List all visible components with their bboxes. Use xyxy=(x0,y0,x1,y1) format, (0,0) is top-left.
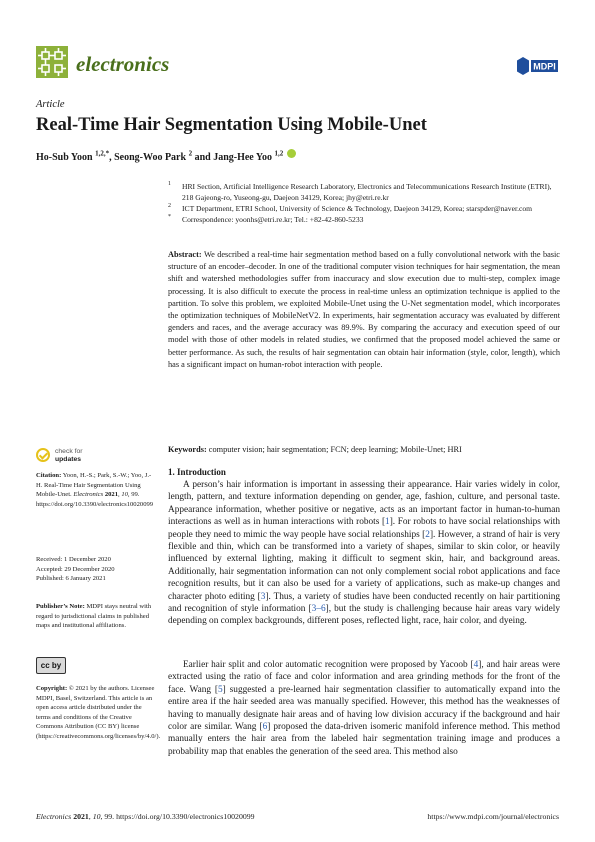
published-date: Published: 6 January 2021 xyxy=(36,575,106,583)
citation-text: Yoon, H.-S.; Park, S.-W.; Yoo, J.-H. Real-Time Hair Segmentation Using Mobile-Unet. xyxy=(36,472,152,499)
affiliation-mark: 1 xyxy=(168,181,171,187)
paragraph-text: Earlier hair split and color automatic recognition were proposed by Yacoob [ xyxy=(183,660,474,670)
publisher-note xyxy=(36,602,156,631)
author-separator: , xyxy=(109,152,115,163)
author-list xyxy=(36,149,296,163)
author-affiliation-mark: 1,2,* xyxy=(95,149,110,158)
journal-header xyxy=(36,46,559,82)
journal-logo-icon xyxy=(36,46,68,78)
paragraph-text: ], and hair areas were extracted using the ratio of face and color information and area grinding methods for the front of the face. Wang [ xyxy=(168,660,561,695)
publisher-note-text: MDPI stays neutral with regard to jurisdictional claims in published maps and institutional affiliations. xyxy=(36,603,152,630)
affiliation-mark: * xyxy=(168,214,171,220)
footer-year: 2021 xyxy=(73,812,89,821)
check-updates-line2: updates xyxy=(55,455,82,463)
article-title: Real-Time Hair Segmentation Using Mobile-Unet xyxy=(36,115,427,135)
section-heading: 1. Introduction xyxy=(168,467,226,477)
paragraph-text: ] proposed the data-driven isomeric manifold inference method. This method manually enters the hair area from the labeled hair segmentation training image and produces a probability map that enables the generation of the seed area. This method also xyxy=(168,722,560,757)
intro-paragraph-1 xyxy=(168,479,560,628)
copyright-label: Copyright: xyxy=(36,685,68,692)
reference-link[interactable]: 3 xyxy=(260,591,266,602)
copyright-text: © 2021 by the authors. Licensee MDPI, Basel, Switzerland. This article is an open access article distributed under the terms and conditions of the Creative Commons Attribution (CC BY) license (https://creativecommons.org/licenses/by/4.0/). xyxy=(36,685,161,740)
abstract xyxy=(168,249,560,371)
affiliation-item xyxy=(168,203,558,214)
affiliation-item xyxy=(168,181,558,203)
received-date: Received: 1 December 2020 xyxy=(36,556,111,563)
publisher-note-label: Publisher’s Note: xyxy=(36,603,85,610)
keywords-text: computer vision; hair segmentation; FCN; deep learning; Mobile-Unet; HRI xyxy=(208,445,462,454)
affiliation-mark: 2 xyxy=(168,203,171,209)
abstract-label: Abstract: xyxy=(168,250,202,259)
citation-block: Citation: Yoon, H.-S.; Park, S.-W.; Yoo, J.-H. Real-Time Hair Segmentation Using Mobile-Unet. Electronics 2021, 10, 99. https://doi.org/10.3390/electronics10020099 xyxy=(36,472,154,508)
publication-dates xyxy=(36,555,156,584)
reference-link[interactable]: 4 xyxy=(473,660,479,670)
author-affiliation-mark: 2 xyxy=(188,149,193,158)
affiliation-text: HRI Section, Artificial Intelligence Research Laboratory, Electronics and Telecommunications Research Institute (ETRI), 218 Gajeong-ro, Yuseong-gu, Daejeon 34129, Korea; jhy@etri.re.kr xyxy=(182,182,552,202)
reference-link[interactable]: 2 xyxy=(425,529,430,540)
article-type: Article xyxy=(36,99,65,110)
author-affiliation-mark: 1,2 xyxy=(274,149,284,158)
affiliations xyxy=(168,181,558,225)
mdpi-logo-text: MDPI xyxy=(533,61,556,72)
footer-volume: 10 xyxy=(92,812,101,821)
check-updates-icon xyxy=(36,448,50,462)
paragraph-text: ]. However, a strand of hair is very flexible and thin, which can be transformed into a variety of shapes, similar to skin color, or heavily influenced by external lighting, making it difficult to segment skin, hair, and background areas. Additionally, hair segmentation information can not only complement social robot applications and face recognition results, but it can also be used for a variety of applications, such as make-up changes and character photo editing [ xyxy=(168,529,561,602)
correspondence-text: Correspondence: yoonhs@etri.re.kr; Tel.: +82-42-860-5233 xyxy=(182,215,364,224)
accepted-date: Accepted: 29 December 2020 xyxy=(36,565,115,573)
mdpi-logo-icon xyxy=(515,56,559,76)
cc-by-license-icon[interactable]: cc by xyxy=(36,657,66,674)
footer-journal-url[interactable]: https://www.mdpi.com/journal/electronics xyxy=(427,812,559,821)
reference-link[interactable]: 1 xyxy=(385,517,390,528)
affiliation-text: ICT Department, ETRI School, University of Science & Technology, Daejeon 34129, Korea; starspder@naver.com xyxy=(182,204,533,213)
copyright-block xyxy=(36,684,161,742)
paragraph-text: ]. Thus, a variety of studies have been conducted recently on hair partitioning and recognition of style information [ xyxy=(168,591,560,615)
paragraph-text: ] suggested a pre-learned hair segmentation classifier to automatically expand into the entire area if the hair seeded area was manually specified. However, this method has the weaknesses of having to manually designate hair areas and of having low division accuracy if the background and hair color are similar. Wang [ xyxy=(168,684,560,733)
abstract-text: We described a real-time hair segmentation method based on a fully convolutional network with the basic structure of an encoder–decoder. In one of the traditional computer vision techniques for hair segmentation, the mean shift and watershed methodologies suffer from inaccuracy and slow execution due to multi-step, complex image processing. It is also difficult to execute the process in real-time unless an optimization technique is applied to the partition. To solve this problem, we exploited Mobile-Unet using the U-Net segmentation model, which incorporates the optimization techniques of MobileNetV2. In experiments, hair segmentation accuracy was evaluated by different genders and races, and the average accuracy was 89.9%. By comparing the accuracy and execution speed of our model with those of other models in related studies, we confirmed that the proposed model achieved the same or better performance. As such, the results of hair segmentation can obtain hair information (style, color, length), which has a significant impact on human-robot interaction with people. xyxy=(168,250,560,369)
intro-paragraph-2 xyxy=(168,659,560,758)
citation-volume: 10 xyxy=(121,491,128,499)
author-name: Ho-Sub Yoon xyxy=(36,152,93,163)
footer-doi[interactable]: , 99. https://doi.org/10.3390/electronics10020099 xyxy=(100,812,255,821)
citation-doi[interactable]: , 99. https://doi.org/10.3390/electronics10020099 xyxy=(36,491,154,508)
check-updates-line1: check for xyxy=(55,448,83,455)
citation-label: Citation: xyxy=(36,472,62,479)
reference-link[interactable]: 5 xyxy=(218,684,223,695)
correspondence xyxy=(168,214,558,225)
author-separator: and xyxy=(192,152,214,163)
citation-journal: Electronics xyxy=(73,491,104,499)
paragraph-text: A person’s hair information is important in assessing their appearance. Hair varies widely in color, length, pattern, and texture information depending on gender, age, fashion, culture, and personal taste. Appearance information, whether positive or negative, acts as an important factor in human-to-human interactions as well as in human interactions with robots [ xyxy=(168,480,560,528)
reference-link[interactable]: 6 xyxy=(262,722,268,733)
reference-link[interactable]: 3–6 xyxy=(311,604,326,615)
author-name: Jang-Hee Yoo xyxy=(213,152,272,163)
footer-citation: Electronics 2021, 10, 99. https://doi.org/10.3390/electronics10020099 xyxy=(36,812,255,821)
keywords xyxy=(168,444,560,456)
orcid-icon[interactable] xyxy=(287,149,296,158)
keywords-label: Keywords: xyxy=(168,445,207,454)
paragraph-text: ], but the study is challenging because hair areas vary widely depending on complex backgrounds, different poses, reflected light, race, hair color, and dyeing. xyxy=(168,604,560,627)
journal-name: electronics xyxy=(76,52,170,76)
check-for-updates-button[interactable] xyxy=(36,446,156,472)
citation-year: 2021 xyxy=(104,491,119,499)
paragraph-text: ]. For robots to have social relationships with people they need to mimic the way people have social relationships [ xyxy=(168,517,560,540)
footer-journal: Electronics xyxy=(36,812,72,821)
author-name: Seong-Woo Park xyxy=(114,152,187,163)
